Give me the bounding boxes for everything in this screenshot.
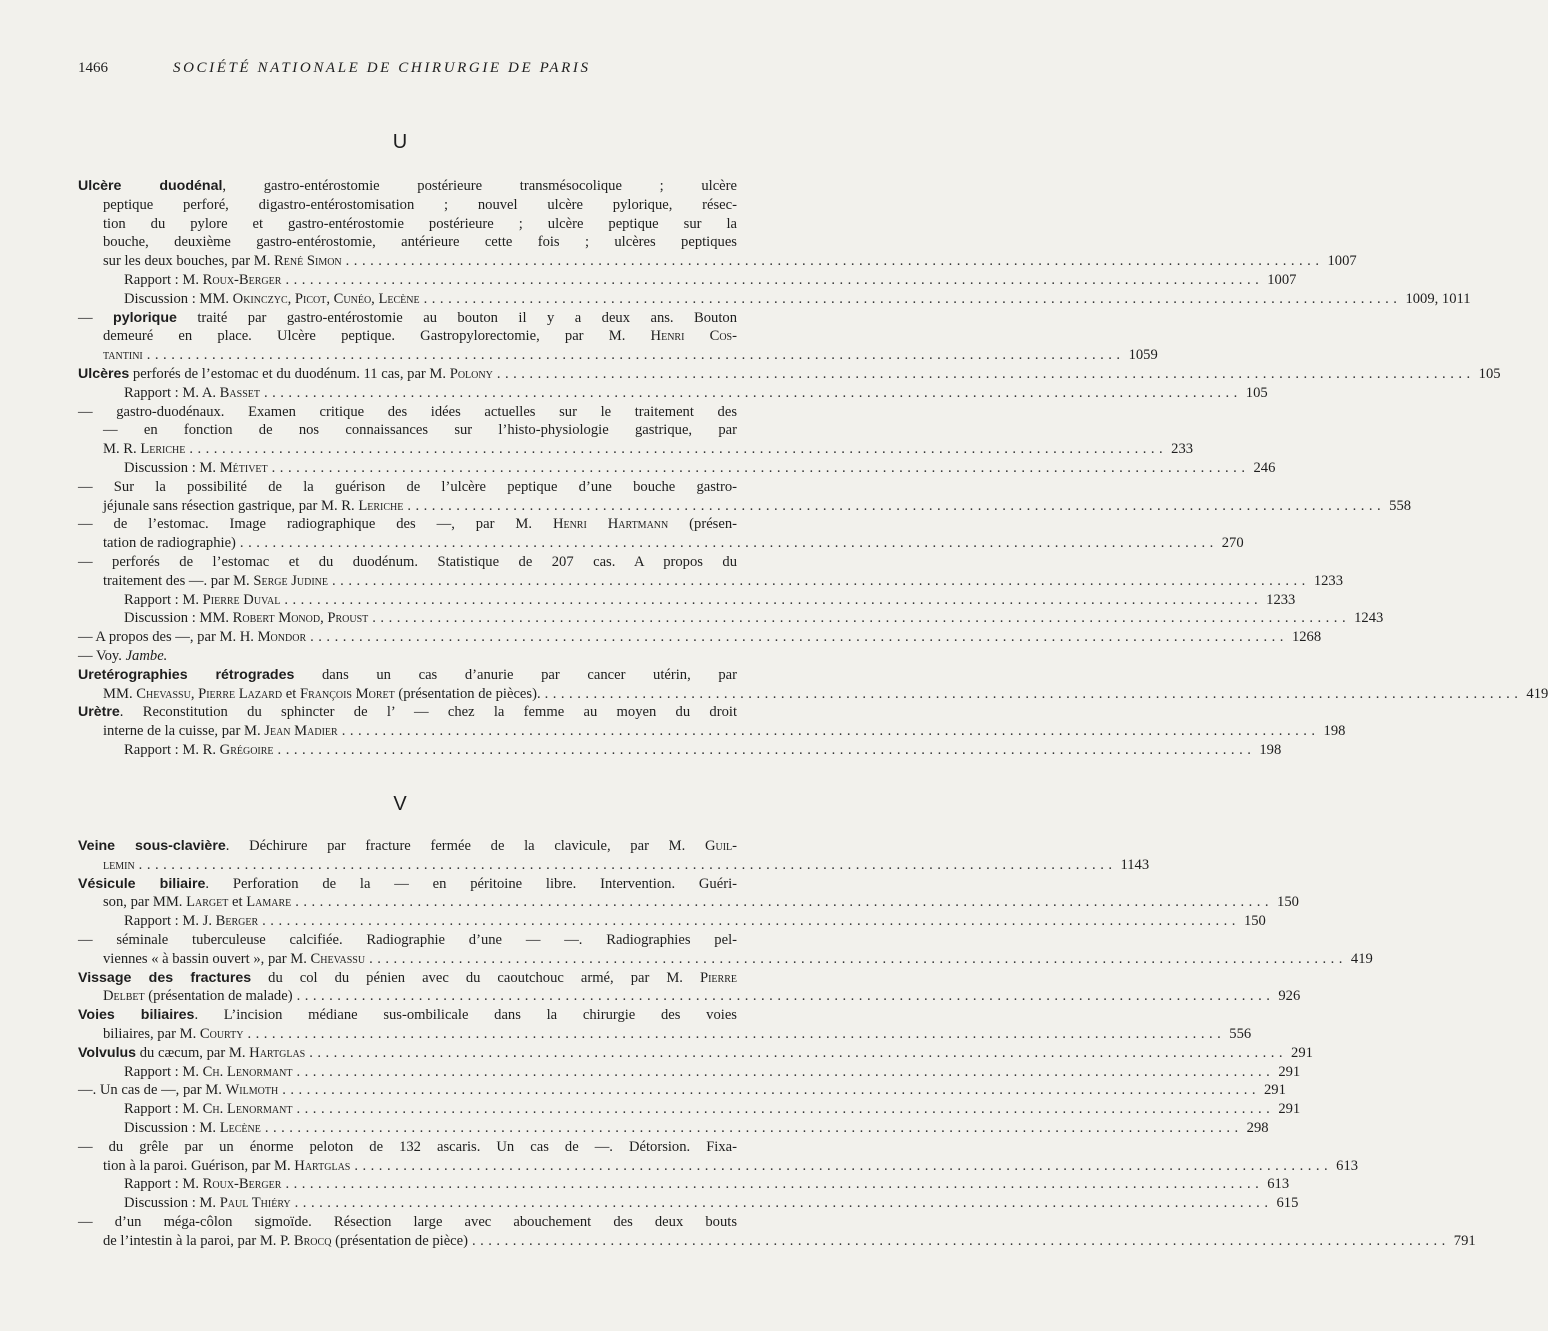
entry-text (124, 459, 268, 478)
index-line (124, 1194, 1299, 1213)
dot-leader: ........................................................................................................................ (138, 856, 1117, 873)
index-line (103, 327, 737, 346)
author-name: Delbet (103, 988, 145, 1005)
entry-text (103, 346, 143, 365)
entry-fragment: Rapport : M. (124, 272, 203, 288)
index-line (78, 1081, 1286, 1100)
index-line (78, 309, 737, 328)
page-reference: 150 (1243, 913, 1266, 930)
entry-text (124, 1100, 293, 1119)
index-line (78, 177, 737, 196)
page-header (78, 60, 740, 80)
entry-fragment: Discussion : MM. (124, 290, 233, 307)
entry-fragment: dans un cas d’anurie par cancer utérin, par (294, 666, 738, 683)
index-line (78, 628, 1322, 647)
entry-fragment: son, par MM. (103, 894, 187, 911)
page-reference: 291 (1278, 1063, 1301, 1080)
entry-text (124, 384, 260, 403)
entry-text (103, 1025, 243, 1044)
author-name: René Simon (274, 253, 342, 270)
index-line (78, 703, 737, 722)
page-reference: 613 (1336, 1157, 1359, 1174)
page-reference: 1007 (1327, 253, 1357, 270)
dot-leader: ........................................................................................................................ (284, 591, 1263, 608)
entry-keyword: Uretérographies rétrogrades (78, 666, 295, 683)
author-name: Grégoire (219, 742, 274, 758)
index-line (103, 950, 1373, 969)
dot-leader: ........................................................................................................................ (295, 894, 1274, 911)
page-reference: 419 (1350, 950, 1373, 967)
dot-leader: ........................................................................................................................ (496, 366, 1475, 382)
author-name: Okinczyc, Picot, Cunéo, Lecène (232, 290, 420, 307)
author-name: Berger (215, 913, 259, 930)
index-line (124, 384, 1268, 403)
index-line (103, 440, 1194, 459)
index-line (78, 647, 737, 666)
author-name: Wilmoth (225, 1082, 279, 1099)
entry-fragment: et (282, 685, 300, 702)
entry-fragment: et (228, 894, 247, 911)
index-line (78, 1006, 737, 1025)
dot-leader: ........................................................................................................................ (354, 1157, 1333, 1174)
index-line (103, 1025, 1252, 1044)
dot-leader: ........................................................................................................................ (423, 290, 1402, 307)
dot-leader: ........................................................................................................................ (271, 460, 1250, 476)
entry-fragment: — en fonction de nos connaissances sur l’histo-physiologie gastrique, par (103, 422, 737, 439)
entry-text (124, 609, 368, 628)
page-reference: 1059 (1128, 347, 1158, 364)
entry-text (103, 893, 291, 912)
index-line (78, 365, 1501, 384)
page-reference: 556 (1229, 1026, 1252, 1042)
entry-fragment: Rapport : M. (124, 591, 203, 608)
entry-text (103, 252, 342, 271)
author-name: Leriche (358, 497, 404, 514)
index-line (103, 572, 1344, 591)
index-line (78, 553, 737, 572)
index-line (124, 1119, 1269, 1138)
page-reference: 270 (1221, 535, 1244, 552)
entry-fragment: sur les deux bouches, par M. (103, 253, 275, 270)
index-line (124, 741, 1282, 760)
entry-fragment: traité par gastro-entérostomie au bouton il y a deux ans. Bouton (176, 309, 737, 326)
entry-fragment: interne de la cuisse, par M. (103, 723, 265, 740)
page-number: 1466 (78, 60, 108, 76)
entry-text (103, 534, 236, 553)
entry-fragment: Discussion : M. (124, 460, 220, 476)
author-name: Hartglas (249, 1044, 306, 1061)
entry-fragment: — Sur la possibilité de la guérison de l’ulcère peptique d’une bouche gastro- (78, 478, 737, 495)
entry-fragment: bouche, deuxième gastro-entérostomie, antérieure cette fois ; ulcères peptiques (103, 234, 737, 251)
entry-fragment: . Perforation de la — en péritoine libre. Intervention. Guéri- (205, 875, 737, 892)
author-name: Guil- (704, 838, 737, 854)
index-line (78, 666, 737, 685)
entry-fragment: Discussion : M. (124, 1120, 220, 1136)
entry-text (78, 365, 493, 384)
entry-fragment: MM. (103, 685, 137, 702)
author-name: Serge Judine (253, 572, 329, 589)
entry-keyword: Urètre (78, 704, 120, 721)
entry-fragment: . L’incision médiane sus-ombilicale dans la chirurgie des voies (194, 1007, 737, 1024)
dot-leader: ........................................................................................................................ (189, 441, 1168, 458)
author-name: Pierre Duval (202, 591, 281, 608)
index-line (78, 875, 737, 894)
author-name: Roux-Berger (202, 272, 282, 288)
index-line (103, 196, 737, 215)
page-reference: 791 (1453, 1232, 1476, 1249)
index-line (103, 1232, 1476, 1251)
author-name: Pierre (699, 969, 737, 986)
index-line (103, 856, 1150, 875)
dot-leader: ........................................................................................................................ (407, 497, 1386, 514)
entry-text (103, 950, 365, 969)
entry-text (124, 1175, 281, 1194)
entry-keyword: pylorique (113, 309, 177, 326)
dot-leader: ........................................................................................................................ (341, 723, 1320, 740)
index-line (103, 497, 1412, 516)
dot-leader: ........................................................................................................................ (239, 535, 1218, 552)
entry-fragment: — Voy. (78, 648, 126, 664)
index-line (78, 403, 737, 422)
page-reference: 246 (1253, 460, 1276, 476)
page-reference: 1268 (1291, 629, 1322, 646)
author-name: Robert Monod, Proust (232, 610, 369, 627)
dot-leader: ........................................................................................................................ (294, 1195, 1273, 1212)
index-line (124, 591, 1296, 610)
entry-text (78, 628, 306, 647)
entry-fragment: tion du pylore et gastro-entérostomie postérieure ; ulcère peptique sur la (103, 215, 737, 232)
index-line (124, 271, 1297, 290)
dot-leader: ........................................................................................................................ (264, 1120, 1243, 1136)
entry-fragment: jéjunale sans résection gastrique, par M. R. (103, 497, 359, 514)
page-reference: 1009, 1011 (1405, 290, 1471, 307)
dot-leader: ........................................................................................................................ (332, 572, 1310, 589)
entry-fragment: Jambe. (125, 648, 168, 664)
author-name: Hartglas (294, 1157, 351, 1174)
author-name: Métivet (219, 460, 268, 476)
entry-fragment: du col du pénien avec du caoutchouc armé, par M. (251, 969, 700, 986)
page-reference: 233 (1171, 441, 1194, 458)
author-name: Chevassu, Pierre Lazard (136, 685, 283, 702)
page-reference: 291 (1278, 1101, 1301, 1118)
page-reference: 1007 (1267, 272, 1297, 288)
entry-fragment: Rapport : M. (124, 1176, 203, 1193)
page-reference: 198 (1323, 723, 1346, 740)
author-name: Brocq (293, 1232, 332, 1249)
entry-fragment: — A propos des —, par M. H. (78, 629, 258, 646)
entry-fragment: Rapport : M. (124, 1063, 203, 1080)
index-line (103, 421, 737, 440)
author-name: Roux-Berger (202, 1176, 282, 1193)
entry-fragment: (présentation de malade) (144, 988, 293, 1005)
author-name: Henri Hartmann (552, 516, 669, 533)
entry-text (103, 1232, 468, 1251)
dot-leader: ........................................................................................................................ (309, 1044, 1288, 1061)
entry-text (103, 722, 338, 741)
page-reference: 1243 (1354, 610, 1384, 627)
page-reference: 558 (1389, 497, 1412, 514)
index-line (103, 987, 1301, 1006)
entry-keyword: Vissage des fractures (78, 969, 252, 986)
author-name: Jean Madier (264, 723, 338, 740)
index-line (78, 478, 737, 497)
entry-fragment: — d’un méga-côlon sigmoïde. Résection large avec abouchement des deux bouts (78, 1214, 737, 1230)
entry-text (103, 685, 541, 704)
page-reference: 1143 (1120, 856, 1150, 873)
entry-keyword: Ulcères (78, 366, 130, 382)
index-line (124, 290, 1471, 309)
page-reference: 291 (1264, 1082, 1286, 1099)
page-reference: 926 (1278, 988, 1301, 1005)
index-line (124, 609, 1384, 628)
entry-text (124, 271, 281, 290)
dot-leader: ........................................................................................................................ (310, 629, 1288, 646)
page-reference: 291 (1291, 1044, 1313, 1061)
dot-leader: ........................................................................................................................ (277, 742, 1256, 758)
index-line (103, 252, 1357, 271)
index-line (124, 1063, 1301, 1082)
author-name: Chevassu (310, 950, 366, 967)
index-line (124, 912, 1266, 931)
entry-fragment: traitement des —. par M. (103, 572, 254, 589)
page-reference: 105 (1478, 366, 1501, 382)
entry-fragment: Rapport : M. J. (124, 913, 216, 930)
index-line (103, 1157, 1359, 1176)
entry-fragment: peptique perforé, digastro-entérostomisation ; nouvel ulcère pylorique, résec- (103, 196, 737, 213)
entry-fragment: perforés de l’estomac et du duodénum. 11 cas, par M. (129, 366, 450, 382)
entry-fragment: . Déchirure par fracture fermée de la clavicule, par M. (225, 838, 705, 854)
entry-text (103, 440, 185, 459)
entry-fragment: — gastro-duodénaux. Examen critique des idées actuelles sur le traitement des (78, 403, 737, 420)
section-letter-v: V (393, 793, 407, 815)
entry-fragment: M. R. (103, 441, 141, 458)
entry-fragment: Rapport : M. R. (124, 742, 220, 758)
entry-text (103, 1157, 350, 1176)
entry-fragment: Rapport : M. (124, 1101, 203, 1118)
entry-fragment: demeuré en place. Ulcère peptique. Gastropylorectomie, par M. (103, 328, 651, 345)
entry-fragment: — séminale tuberculeuse calcifiée. Radiographie d’une — —. Radiographies pel- (78, 932, 737, 948)
index-line (103, 893, 1299, 912)
entry-text (103, 856, 135, 875)
author-name: Basset (219, 384, 260, 401)
author-name: lemin (103, 856, 135, 873)
author-name: Henri Cos- (650, 328, 737, 345)
index-line (78, 1213, 737, 1232)
dot-leader: ........................................................................................................................ (296, 1063, 1275, 1080)
dot-leader: ........................................................................................................................ (345, 253, 1324, 270)
index-line (78, 1138, 737, 1157)
entry-fragment: tion à la paroi. Guérison, par M. (103, 1157, 295, 1174)
dot-leader: ........................................................................................................................ (544, 685, 1523, 702)
entry-fragment: de l’intestin à la paroi, par M. P. (103, 1232, 294, 1249)
author-name: tantini (103, 347, 143, 364)
entry-keyword: Ulcère duodénal (78, 178, 223, 194)
author-name: Courty (199, 1026, 244, 1042)
dot-leader: ........................................................................................................................ (372, 610, 1351, 627)
entry-fragment: — de l’estomac. Image radiographique des —, par M. (78, 516, 553, 533)
entry-keyword: Vésicule biliaire (78, 875, 206, 892)
index-line (124, 459, 1276, 478)
entry-fragment: viennes « à bassin ouvert », par M. (103, 950, 311, 967)
entry-fragment: Discussion : M. (124, 1195, 220, 1212)
author-name: Ch. Lenormant (202, 1101, 293, 1118)
index-line (103, 233, 737, 252)
entry-fragment: tation de radiographie) (103, 535, 236, 552)
page-reference: 1233 (1266, 591, 1296, 608)
running-title: SOCIÉTÉ NATIONALE DE CHIRURGIE DE PARIS (173, 60, 591, 76)
index-line (78, 931, 737, 950)
entry-text (103, 987, 293, 1006)
author-name: Lamare (246, 894, 292, 911)
entry-text (124, 912, 258, 931)
page-reference: 150 (1277, 894, 1299, 911)
entry-text (124, 1119, 261, 1138)
dot-leader: ........................................................................................................................ (369, 950, 1347, 967)
entry-fragment: — perforés de l’estomac et du duodénum. Statistique de 207 cas. A propos du (78, 554, 737, 570)
section-letter-u: U (392, 131, 408, 153)
page-reference: 105 (1245, 384, 1268, 401)
entry-fragment: du cæcum, par M. (136, 1044, 250, 1061)
index-line (103, 215, 737, 234)
index-line (78, 837, 737, 856)
dot-leader: ........................................................................................................................ (247, 1026, 1226, 1042)
page-reference: 615 (1276, 1195, 1299, 1212)
index-line (103, 534, 1244, 553)
author-name: Mondor (257, 629, 307, 646)
dot-leader: ........................................................................................................................ (285, 272, 1264, 288)
entry-fragment: — du grêle par un énorme peloton de 132 ascaris. Un cas de —. Détorsion. Fixa- (78, 1138, 737, 1155)
dot-leader: ........................................................................................................................ (282, 1082, 1260, 1099)
entry-text (103, 497, 403, 516)
entry-keyword: Veine sous-clavière (78, 838, 226, 854)
index-line (124, 1175, 1290, 1194)
entry-text (78, 1044, 305, 1063)
author-name: Polony (449, 366, 493, 382)
entry-fragment: (présentation de pièce) (331, 1232, 468, 1249)
index-line (103, 685, 1548, 704)
index-line (103, 346, 1158, 365)
author-name: Paul Thiéry (219, 1195, 291, 1212)
page-reference: 419 (1526, 685, 1548, 702)
page-reference: 1233 (1313, 572, 1344, 589)
entry-fragment: (présen- (668, 516, 737, 533)
entry-fragment: . Reconstitution du sphincter de l’ — chez la femme au moyen du droit (119, 704, 737, 721)
entry-text (124, 1063, 293, 1082)
entry-text (124, 741, 274, 760)
index-line (103, 722, 1346, 741)
entry-text (124, 591, 280, 610)
entry-text (124, 290, 420, 309)
entry-keyword: Volvulus (78, 1044, 137, 1061)
entry-text (124, 1194, 291, 1213)
dot-leader: ........................................................................................................................ (471, 1232, 1450, 1249)
dot-leader: ........................................................................................................................ (146, 347, 1125, 364)
index-line (124, 1100, 1301, 1119)
entry-text (78, 1081, 278, 1100)
dot-leader: ........................................................................................................................ (262, 913, 1240, 930)
entry-keyword: Voies biliaires (78, 1007, 195, 1024)
entry-fragment: , gastro-entérostomie postérieure transmésocolique ; ulcère (222, 178, 737, 194)
entry-fragment: —. Un cas de —, par M. (78, 1082, 226, 1099)
index-line (78, 969, 737, 988)
entry-fragment: Discussion : MM. (124, 610, 233, 627)
page-reference: 613 (1267, 1176, 1290, 1193)
dot-leader: ........................................................................................................................ (285, 1176, 1264, 1193)
entry-fragment: — (78, 309, 114, 326)
author-name: Ch. Lenormant (202, 1063, 293, 1080)
entry-fragment: Rapport : M. A. (124, 384, 220, 401)
index-line (78, 515, 737, 534)
author-name: François Moret (299, 685, 395, 702)
page-reference: 198 (1259, 742, 1282, 758)
author-name: Larget (186, 894, 229, 911)
author-name: Leriche (140, 441, 186, 458)
page-reference: 298 (1246, 1120, 1269, 1136)
author-name: Lecène (219, 1120, 261, 1136)
dot-leader: ........................................................................................................................ (263, 384, 1242, 401)
index-line (78, 1044, 1313, 1063)
entry-text (103, 572, 328, 591)
entry-fragment: (présentation de pièces). (394, 685, 541, 702)
entry-fragment: biliaires, par M. (103, 1026, 200, 1042)
dot-leader: ........................................................................................................................ (296, 1101, 1275, 1118)
dot-leader: ........................................................................................................................ (296, 988, 1275, 1005)
